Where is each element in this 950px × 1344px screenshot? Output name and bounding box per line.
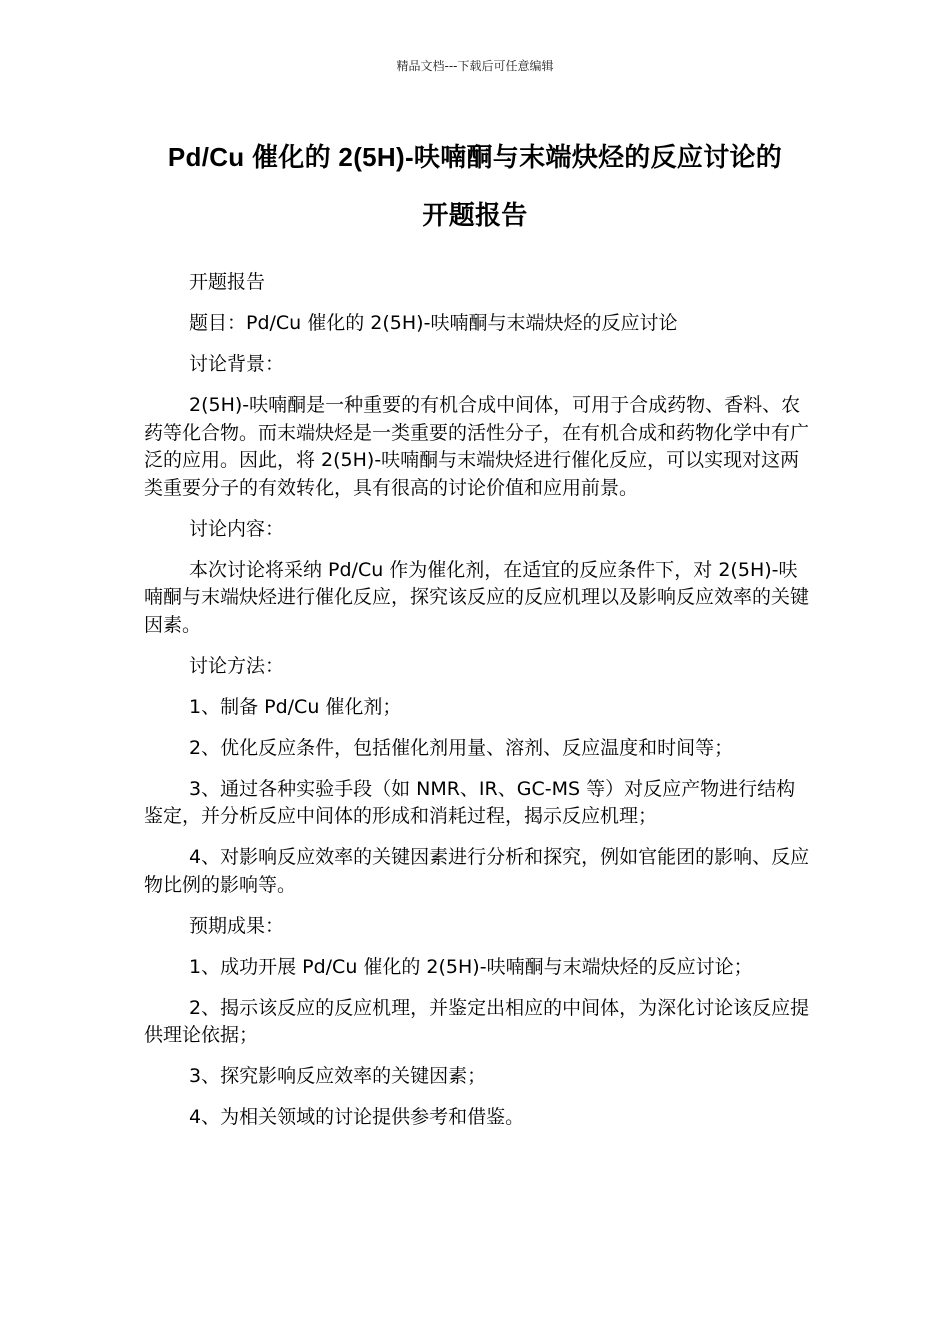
paragraph-proposal-label: 开题报告 — [189, 271, 266, 293]
title-line-1: Pd/Cu 催化的 2(5H)-呋喃酮与末端炔烃的反应讨论的 — [167, 142, 783, 172]
paragraph-content: 本次讨论将采纳 Pd/Cu 作为催化剂，在适宜的反应条件下，对 2(5H)-呋喃酮与末端炔烃进行催化反应，探究该反应的反应机理以及影响反应效率的关键因素。 — [144, 558, 810, 636]
paragraph-topic: 题目：Pd/Cu 催化的 2(5H)-呋喃酮与末端炔烃的反应讨论 — [189, 312, 678, 334]
result-item-4: 4、为相关领域的讨论提供参考和借鉴。 — [189, 1106, 525, 1128]
paragraph-background: 2(5H)-呋喃酮是一种重要的有机合成中间体，可用于合成药物、香料、农药等化合物。而末端炔烃是一类重要的活性分子，在有机合成和药物化学中有广泛的应用。因此，将 2(5H)-呋喃酮与末端炔烃进行催化反应，可以实现对这两类重要分子的有效转化，具有很高的讨论价值和应用前景。 — [144, 394, 810, 499]
result-item-2: 2、揭示该反应的反应机理，并鉴定出相应的中间体，为深化讨论该反应提供理论依据； — [144, 996, 810, 1046]
document-title — [120, 128, 830, 244]
heading-background: 讨论背景： — [189, 353, 285, 375]
heading-expected-results: 预期成果： — [189, 914, 285, 937]
method-item-4: 4、对影响反应效率的关键因素进行分析和探究，例如官能团的影响、反应物比例的影响等。 — [144, 846, 810, 896]
method-item-3: 3、通过各种实验手段（如 NMR、IR、GC-MS 等）对反应产物进行结构鉴定，并分析反应中间体的形成和消耗过程，揭示反应机理； — [144, 777, 796, 827]
title-line-2: 开题报告 — [422, 200, 528, 230]
result-item-1: 1、成功开展 Pd/Cu 催化的 2(5H)-呋喃酮与末端炔烃的反应讨论； — [189, 955, 753, 978]
document-body — [144, 269, 814, 1145]
method-item-1: 1、制备 Pd/Cu 催化剂； — [189, 695, 402, 718]
result-item-3: 3、探究影响反应效率的关键因素； — [189, 1065, 487, 1087]
heading-content: 讨论内容： — [189, 517, 285, 540]
method-item-2: 2、优化反应条件，包括催化剂用量、溶剂、反应温度和时间等； — [189, 736, 734, 759]
page-header: 精品文档---下载后可任意编辑 — [396, 59, 554, 73]
heading-methods: 讨论方法： — [189, 654, 285, 677]
